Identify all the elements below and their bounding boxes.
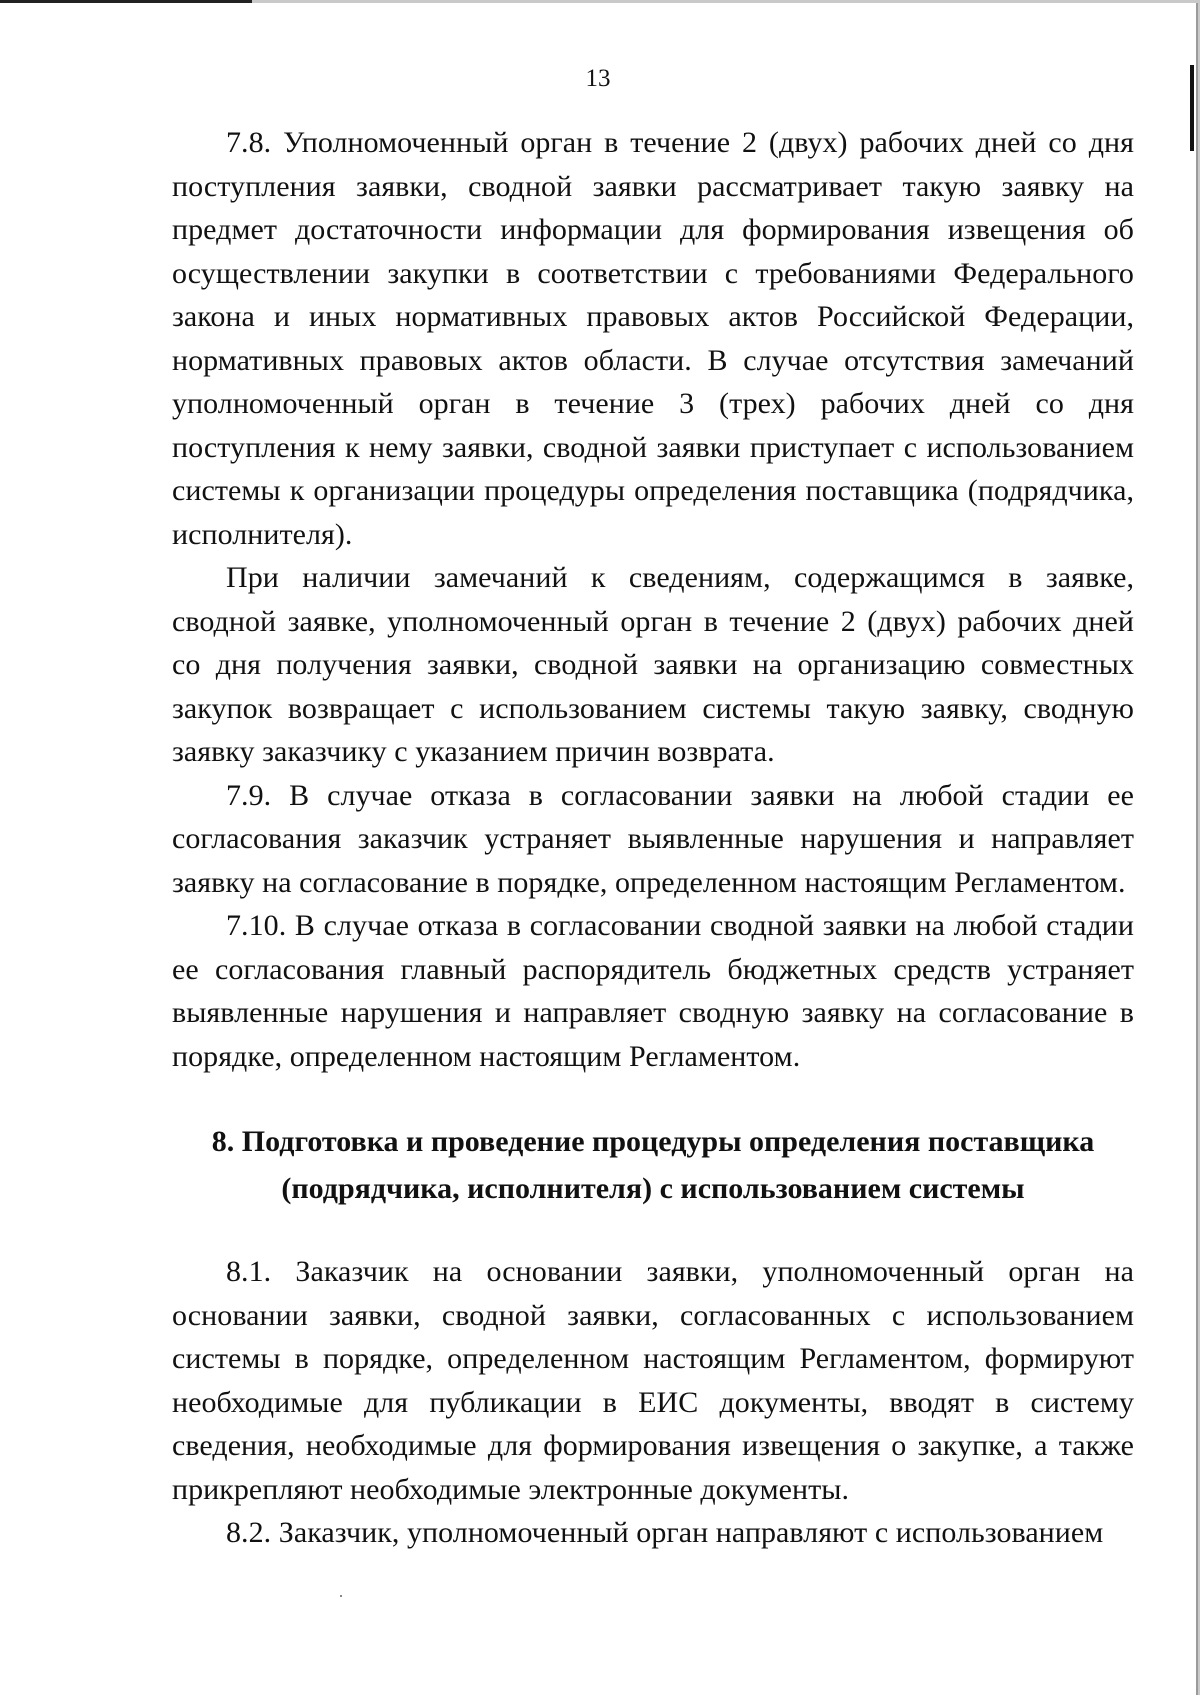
- section-8-heading-line-2: (подрядчика, исполнителя) с использованием системы: [281, 1172, 1025, 1205]
- page-number: 13: [585, 65, 611, 92]
- paragraph-7-8-remarks: При наличии замечаний к сведениям, содержащимся в заявке, сводной заявке, уполномоченный орган в течение 2 (двух) рабочих дней со дня получения заявки, сводной заявки на организацию совместных закупок возвращает с использованием системы такую заявку, сводную заявку заказчику с указанием причин возврата.: [172, 561, 1134, 768]
- scan-speck: [340, 1595, 342, 1597]
- section-8-heading: [172, 1118, 1134, 1212]
- document-page: [0, 3, 1198, 1695]
- paragraph-7-9: 7.9. В случае отказа в согласовании заявки на любой стадии ее согласования заказчик устраняет выявленные нарушения и направляет заявку на согласование в порядке, определенном настоящим Регламентом.: [172, 778, 1134, 899]
- paragraph-7-8: 7.8. Уполномоченный орган в течение 2 (двух) рабочих дней со дня поступления заявки, сводной заявки рассматривает такую заявку на предмет достаточности информации для формирования извещения об осуществлении закупки в соответствии с требованиями Федерального закона и иных нормативных правовых актов Российской Федерации, нормативных правовых актов области. В случае отсутствия замечаний уполномоченный орган в течение 3 (трех) рабочих дней со дня поступления к нему заявки, сводной заявки приступает с использованием системы к организации процедуры определения поставщика (подрядчика, исполнителя).: [172, 126, 1134, 551]
- document-body: [172, 121, 1134, 1555]
- paragraph-8-1: 8.1. Заказчик на основании заявки, уполномоченный орган на основании заявки, сводной заявки, согласованных с использованием системы в порядке, определенном настоящим Регламентом, формируют необходимые для публикации в ЕИС документы, вводят в систему сведения, необходимые для формирования извещения о закупке, а также прикрепляют необходимые электронные документы.: [172, 1255, 1134, 1506]
- paragraph-7-10: 7.10. В случае отказа в согласовании сводной заявки на любой стадии ее согласования главный распорядитель бюджетных средств устраняет выявленные нарушения и направляет сводную заявку на согласование в порядке, определенном настоящим Регламентом.: [172, 909, 1134, 1073]
- section-8-heading-line-1: 8. Подготовка и проведение процедуры определения поставщика: [211, 1125, 1095, 1158]
- paragraph-8-2: 8.2. Заказчик, уполномоченный орган направляют с использованием: [226, 1516, 1104, 1549]
